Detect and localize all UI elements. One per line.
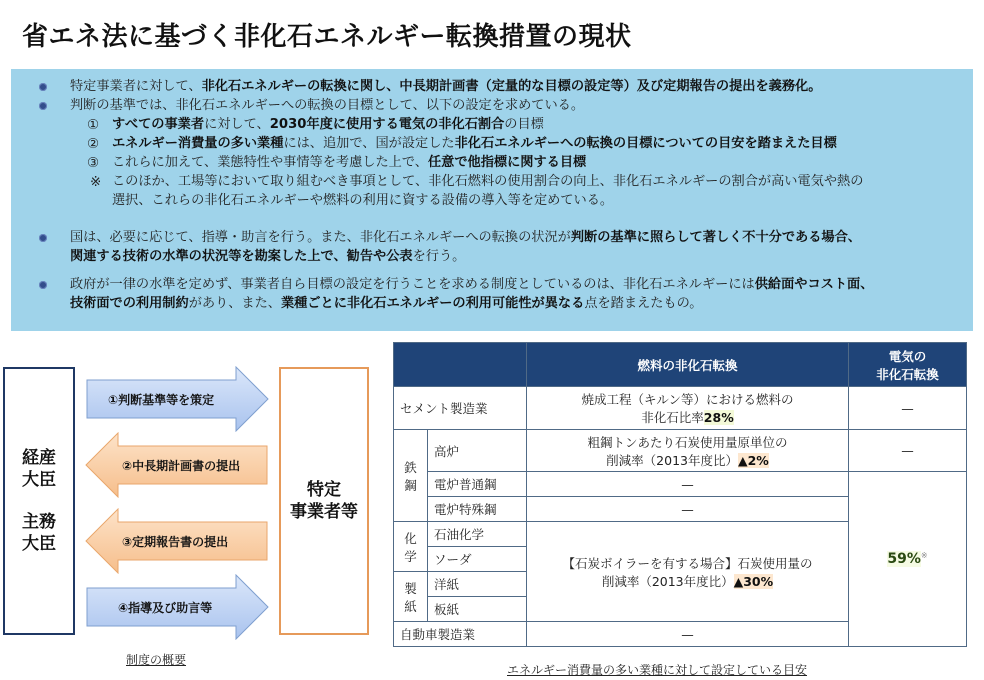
industry-soda: ソーダ (428, 547, 527, 572)
cell-line: 焼成工程（キルン等）における燃料の (581, 392, 794, 407)
header-line: 電気の (888, 348, 927, 364)
text: の目標 (504, 117, 544, 132)
page-title: 省エネ法に基づく非化石エネルギー転換措置の現状 (22, 22, 632, 52)
industry-eaf-normal: 電炉普通鋼 (428, 472, 527, 497)
minister-box (3, 367, 75, 635)
targets-table (393, 342, 967, 647)
summary-item-1 (112, 116, 544, 134)
business-line: 特定 (307, 480, 341, 500)
eaf-normal-fuel: — (527, 472, 849, 497)
auto-fuel: — (527, 622, 849, 647)
electricity-value: 59% (887, 551, 921, 568)
minister-line: 大臣 (22, 534, 56, 554)
group-line: 学 (404, 548, 417, 564)
group-line: 製 (404, 580, 417, 596)
summary-bullet-4-line-1 (70, 276, 873, 294)
cell-line: 【石炭ボイラーを有する場合】石炭使用量の (562, 555, 813, 571)
blast-furnace-electricity: — (849, 430, 967, 472)
blast-furnace-fuel-target (527, 430, 849, 472)
text: 削減率（2013年度比） (601, 573, 734, 589)
note-marker: ※ (90, 174, 102, 190)
table-row (394, 472, 967, 497)
cement-value: 28% (703, 410, 734, 425)
blast-furnace-value: ▲2% (737, 452, 769, 468)
minister-line: 経産 (22, 448, 56, 468)
industry-blast-furnace: 高炉 (428, 430, 527, 472)
table-caption: エネルギー消費量の多い業種に対して設定している目安 (507, 663, 808, 677)
arrow-label: ②中長期計画書の提出 (122, 459, 241, 473)
text: 政府が一律の水準を定めず、事業者自ら目標の設定を行うことを求める制度としているのは、非化石エネルギーには (70, 277, 755, 292)
diagram-caption: 制度の概要 (126, 653, 187, 667)
bullet-icon (39, 102, 47, 110)
bold-text: 2030年度に使用する電気の非化石割合 (269, 117, 505, 132)
group-line: 鋼 (404, 477, 417, 493)
bold-text: 関連する技術の水準の状況等を勘案した上で、 (70, 249, 347, 264)
table-row (394, 430, 967, 472)
cell-line (527, 408, 848, 426)
arrow-label: ①判断基準等を策定 (108, 393, 215, 407)
shared-electricity-target (849, 472, 967, 647)
summary-bullet-3-line-2 (70, 248, 465, 266)
bold-text: すべての事業者 (112, 117, 205, 132)
text: を行う。 (412, 249, 466, 264)
summary-box (11, 69, 973, 331)
header-fuel: 燃料の非化石転換 (527, 343, 849, 387)
item-marker: ① (87, 117, 100, 133)
bold-text: 非化石エネルギーへの転換の目標についての目安を踏まえた目標 (454, 136, 837, 151)
group-steel (394, 430, 428, 522)
text: 国は、必要に応じて、指導・助言を行う。また、非化石エネルギーへの転換の状況が (70, 230, 571, 245)
arrow-2-plan-submission (84, 432, 268, 498)
group-line: 化 (404, 530, 417, 546)
arrow-4-guidance (86, 574, 270, 640)
bullet-icon (39, 234, 47, 242)
minister-line: 主務 (22, 512, 56, 532)
summary-note-line-2: 選択、これらの非化石エネルギーや燃料の利用に資する設備の導入等を定めている。 (112, 193, 614, 208)
summary-bullet-2: 判断の基準では、非化石エネルギーへの転換の目標として、以下の設定を求めている。 (70, 98, 585, 113)
header-electricity (849, 343, 967, 387)
text: これらに加えて、業態特性や事情等を考慮した上で、 (112, 155, 428, 170)
arrow-label: ③定期報告書の提出 (122, 535, 229, 549)
summary-bullet-1 (70, 78, 821, 96)
group-line: 鉄 (404, 459, 417, 475)
note-mark: ※ (920, 550, 928, 560)
text: があり、また、 (188, 296, 281, 311)
text: 削減率（2013年度比） (606, 452, 738, 468)
bold-text: 任意で他指標に関する目標 (427, 155, 587, 170)
summary-bullet-3-line-1 (70, 229, 861, 247)
minister-line: 大臣 (22, 470, 56, 490)
business-box (279, 367, 369, 635)
shared-fuel-target (527, 522, 849, 622)
bullet-icon (39, 281, 47, 289)
text: 特定事業者に対して、 (70, 79, 202, 94)
industry-eaf-special: 電炉特殊鋼 (428, 497, 527, 522)
summary-item-3 (112, 154, 586, 172)
cement-electricity: — (849, 387, 967, 430)
text: には、追加で、国が設定した (283, 136, 455, 151)
table-row (394, 387, 967, 430)
text: に対して、 (204, 117, 270, 132)
table-header-row (394, 343, 967, 387)
text: 非化石比率 (641, 410, 704, 425)
industry-petrochemical: 石油化学 (428, 522, 527, 547)
cell-line (527, 572, 848, 590)
bold-text: 供給面やコスト面、 (754, 277, 874, 292)
header-industry (394, 343, 527, 387)
shared-fuel-value: ▲30% (733, 573, 774, 589)
arrow-3-report-submission (84, 508, 268, 574)
header-line: 非化石転換 (876, 366, 939, 382)
arrow-label: ④指導及び助言等 (118, 601, 213, 615)
summary-note-line-1: このほか、工場等において取り組むべき事項として、非化石燃料の使用割合の向上、非化石エネルギーの割合が高い電気や熱の (112, 174, 864, 189)
group-chemical (394, 522, 428, 572)
bold-text: 勧告や公表 (346, 249, 413, 264)
cell-line (527, 451, 848, 469)
industry-cement: セメント製造業 (394, 387, 527, 430)
business-line: 事業者等 (290, 502, 358, 522)
industry-auto: 自動車製造業 (394, 622, 527, 647)
summary-bullet-4-line-2 (70, 295, 702, 313)
bold-text: 判断の基準に照らして著しく不十分である場合、 (570, 230, 861, 245)
item-marker: ③ (87, 155, 100, 171)
bullet-icon (39, 83, 47, 91)
cement-fuel-target (527, 387, 849, 430)
bold-text: エネルギー消費量の多い業種 (112, 136, 284, 151)
group-line: 紙 (404, 598, 417, 614)
item-marker: ② (87, 136, 100, 152)
industry-paperboard: 板紙 (428, 597, 527, 622)
industry-western-paper: 洋紙 (428, 572, 527, 597)
group-paper (394, 572, 428, 622)
text: 点を踏まえたもの。 (584, 296, 703, 311)
summary-item-2 (112, 135, 837, 153)
cell-line: 粗鋼トンあたり石炭使用量原単位の (587, 434, 788, 450)
arrow-1-judgment-criteria (86, 366, 270, 432)
bold-text: 業種ごとに非化石エネルギーの利用可能性が異なる (281, 296, 585, 311)
bold-text: 技術面での利用制約 (70, 296, 189, 311)
bold-text: 非化石エネルギーの転換に関し、中長期計画書（定量的な目標の設定等）及び定期報告の提出を義務化。 (201, 79, 822, 94)
eaf-special-fuel: — (527, 497, 849, 522)
